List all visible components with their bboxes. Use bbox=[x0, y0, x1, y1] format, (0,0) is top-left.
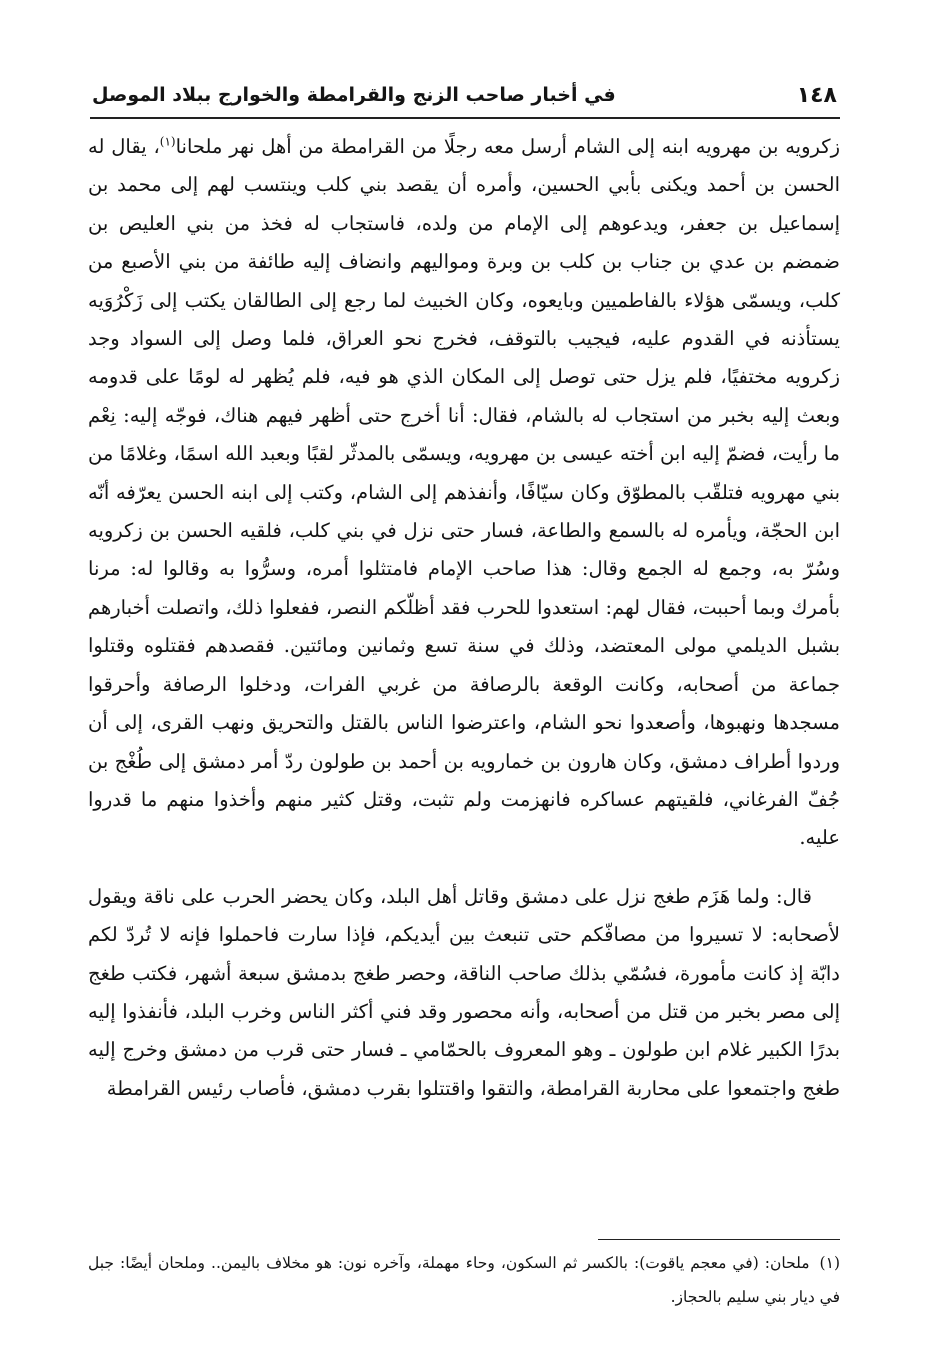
running-header bbox=[92, 76, 837, 114]
footnote-entry bbox=[88, 1246, 840, 1314]
footnote-reference: (١) bbox=[159, 134, 176, 149]
paragraph-1-rest: ، يقال له الحسن بن أحمد ويكنى بأبي الحسين، وأمره أن يقصد بني كلب وينتسب لهم إلى محمد بن إسماعيل بن جعفر، ويدعوهم إلى الإمام من ولده، فاستجاب له فخذ من بني العليص بن ضمضم بن عدي بن جناب بن كلب بن وبرة ومواليهم وانضاف إليه طائفة من بني الأصبع من كلب، ويسمّى هؤلاء بالفاطميين وبايعوه، وكان الخبيث لما رجع إلى الطالقان يكتب إلى زَكْرُوَيه يستأذنه في القدوم عليه، فيجيب بالتوقف، فخرج نحو العراق، فلما وصل إلى السواد وجد زكرويه مختفيًا، فلم يزل حتى توصل إلى المكان الذي هو فيه، فلم يُظهر له لومًا على قدومه وبعث إليه بخبر من استجاب له بالشام، فقال: أنا أخرج حتى أظهر فيهم هناك، فوجّه إليه: نِعْم ما رأيت، فضمّ إليه ابن أخته عيسى بن مهرويه، ويسمّى بالمدثّر لقبًا وبعبد الله اسمًا، وغلامًا من بني مهرويه فتلقّب بالمطوّق وكان سيّافًا، وأنفذهم إلى الشام، وكتب إلى ابنه الحسن يعرّفه أنّه ابن الحجّة، ويأمره له بالسمع والطاعة، فسار حتى نزل في بني كلب، فلقيه الحسن بن زكرويه وسُرّ به، وجمع له الجمع وقال: هذا صاحب الإمام فامتثلوا أمره، وسرُّوا به وقالوا له: مرنا بأمرك وبما أحببت، فقال لهم: استعدوا للحرب فقد أظلّكم النصر، ففعلوا ذلك، واتصلت أخبارهم بشبل الديلمي مولى المعتضد، وذلك في سنة تسع وثمانين ومائتين. فقصدهم فقتلوه وقتلوا جماعة من أصحابه، وكانت الوقعة بالرصافة من غربي الفرات، ودخلوا الرصافة وأحرقوا مسجدها ونهبوها، وأصعدوا نحو الشام، واعترضوا الناس بالقتل والتحريق ونهب القرى، إلى أن وردوا أطراف دمشق، وكان هارون بن خمارويه بن أحمد بن طولون ردّ أمر دمشق إلى طُغْج بن جُفّ الفرغاني، فلقيتهم عساكره فانهزمت ولم تثبت، وقتل كثير منهم وأخذوا منهم ما قدروا عليه. bbox=[88, 135, 840, 850]
footnote-text: ملحان: (في معجم ياقوت): بالكسر ثم السكون، وحاء مهملة، وآخره نون: هو مخلاف باليمن.. وملحان أيضًا: جبل في ديار بني سليم بالحجاز. bbox=[88, 1254, 840, 1306]
paragraph-2: قال: ولما هَزَم طغج نزل على دمشق وقاتل أهل البلد، وكان يحضر الحرب على ناقة ويقول لأصحابه: لا تسيروا من مصافّكم حتى تنبعث بين أيديكم، فإذا سارت فاحملوا فإنه لا تُردّ لكم دابّة إذ كانت مأمورة، فسُمّي بذلك صاحب الناقة، وحصر طغج بدمشق سبعة أشهر، فكتب طغج إلى مصر بخبر من قتل من أصحابه، وأنه محصور وقد فني أكثر الناس وخرب البلد، فأنفذوا إليه بدرًا الكبير غلام ابن طولون ـ وهو المعروف بالحمّامي ـ فسار حتى قرب من دمشق وخرج إليه طغج واجتمعوا على محاربة القرامطة، والتقوا واقتتلوا بقرب دمشق، فأصاب رئيس القرامطة bbox=[88, 884, 840, 1100]
footnote-rule bbox=[598, 1239, 840, 1240]
header-rule bbox=[90, 117, 840, 119]
paragraph-1 bbox=[88, 128, 840, 858]
footnote-number: (١) bbox=[819, 1254, 840, 1272]
page-number: ١٤٨ bbox=[796, 82, 837, 108]
main-text bbox=[88, 128, 840, 1108]
paragraph-1-start: زكرويه بن مهرويه ابنه إلى الشام أرسل معه رجلًا من القرامطة من أهل نهر ملحانا bbox=[175, 135, 840, 158]
running-title: في أخبار صاحب الزنج والقرامطة والخوارج ببلاد الموصل bbox=[92, 84, 616, 106]
footnote bbox=[88, 1246, 840, 1314]
